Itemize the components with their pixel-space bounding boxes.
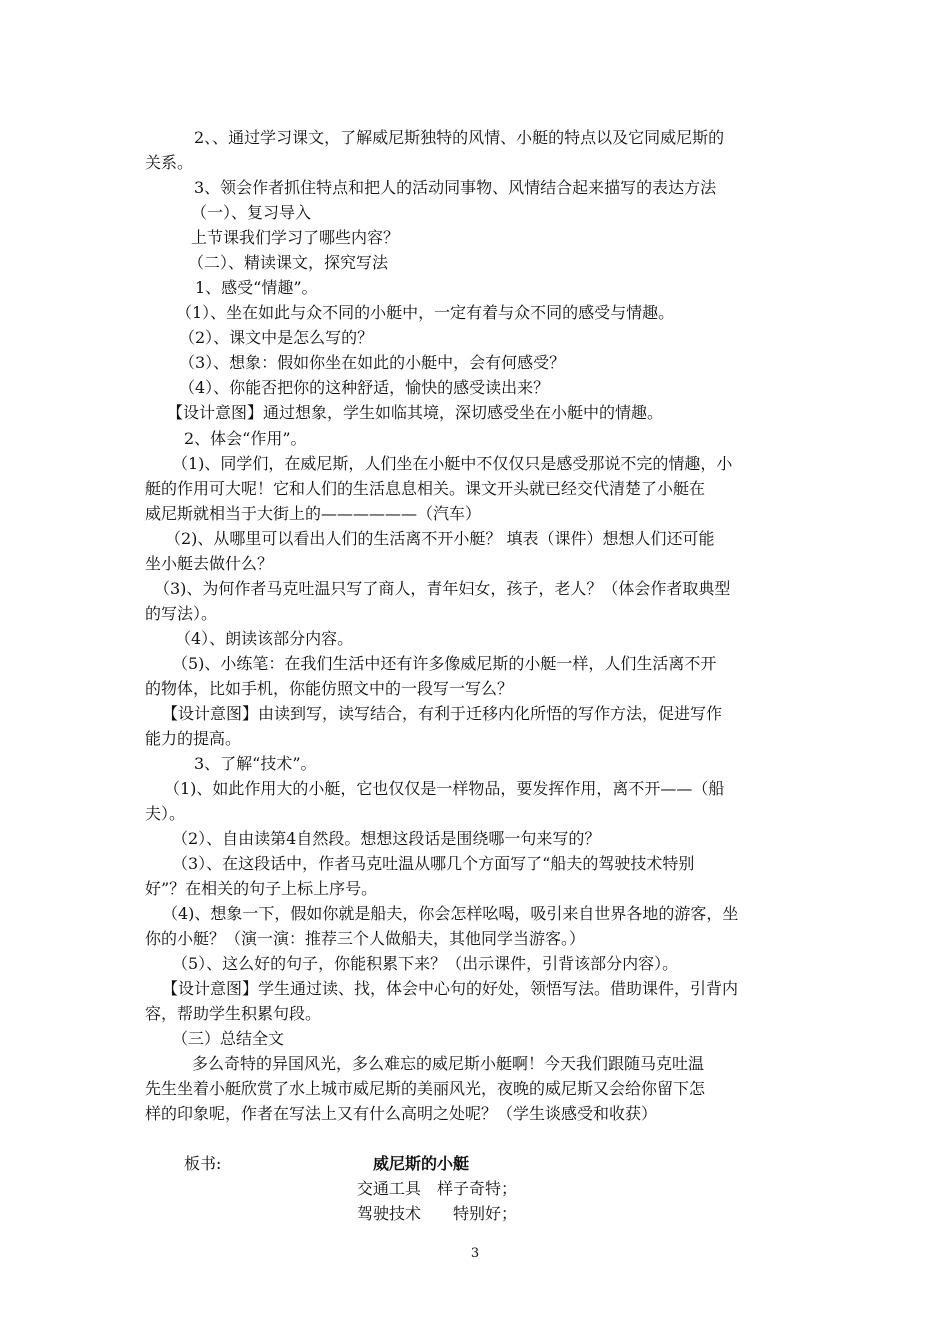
text-line: 能力的提高。 xyxy=(145,729,242,748)
text-line: 关系。 xyxy=(145,153,194,172)
board-label: 板书: xyxy=(184,1154,222,1173)
section-heading: （二）、精读课文，探究写法 xyxy=(188,253,389,272)
text-line: （3）、在这段话中，作者马克吐温从哪几个方面写了“船夫的驾驶技术特别 xyxy=(172,854,695,873)
text-line: 威尼斯就相当于大街上的——————（汽车） xyxy=(145,504,482,523)
text-line: 的物体，比如手机，你能仿照文中的一段写一写么？ xyxy=(145,679,514,698)
text-line: （5）、这么好的句子，你能积累下来？（出示课件，引背该部分内容）。 xyxy=(172,954,679,973)
text-line: 你的小艇？（演一演：推荐三个人做船夫，其他同学当游客。） xyxy=(145,929,586,948)
board-row: 交通工具 样子奇特； xyxy=(357,1179,518,1198)
text-line: （4)、想象一下，假如你就是船夫，你会怎样吆喝，吸引来自世界各地的游客，坐 xyxy=(162,904,739,923)
text-line: （5)、小练笔：在我们生活中还有许多像威尼斯的小艇一样，人们生活离不开 xyxy=(172,654,717,673)
text-line: 先生坐着小艇欣赏了水上城市威尼斯的美丽风光，夜晚的威尼斯又会给你留下怎 xyxy=(145,1079,706,1098)
text-line: （1）、坐在如此与众不同的小艇中，一定有着与众不同的感受与情趣。 xyxy=(176,303,675,322)
design-intent: 【设计意图】学生通过读、找，体会中心句的好处，领悟写法。借助课件，引背内 xyxy=(162,979,739,998)
text-line: （1)、同学们，在威尼斯，人们坐在小艇中不仅仅只是感受那说不完的情趣，小 xyxy=(172,454,733,473)
text-line: （4）、朗读该部分内容。 xyxy=(175,629,354,648)
text-line: （2)、从哪里可以看出人们的生活离不开小艇？ 填表（课件）想想人们还可能 xyxy=(165,529,715,548)
design-intent: 【设计意图】通过想象，学生如临其境，深切感受坐在小艇中的情趣。 xyxy=(167,403,664,422)
text-line: （2）、课文中是怎么写的？ xyxy=(179,328,374,347)
section-heading: （一）、复习导入 xyxy=(191,203,312,222)
text-line: （4）、你能否把你的这种舒适，愉快的感受读出来？ xyxy=(179,378,550,397)
text-line: 样的印象呢，作者在写法上又有什么高明之处呢？（学生谈感受和收获） xyxy=(145,1104,658,1123)
section-heading: （三）总结全文 xyxy=(172,1029,285,1048)
text-line: 的写法）。 xyxy=(145,604,218,623)
subheading: 2、体会“作用”。 xyxy=(184,429,307,448)
text-line: 坐小艇去做什么？ xyxy=(145,554,274,573)
text-line: （3）、想象：假如你坐在如此的小艇中，会有何感受？ xyxy=(179,353,566,372)
text-line: 艇的作用可大呢！它和人们的生活息息相关。课文开头就已经交代清楚了小艇在 xyxy=(145,479,706,498)
text-line: （3)、为何作者马克吐温只写了商人，青年妇女，孩子，老人？（体会作者取典型 xyxy=(154,579,731,598)
subheading: 3、了解“技术”。 xyxy=(194,754,317,773)
page-number: 3 xyxy=(470,1246,480,1261)
board-title: 威尼斯的小艇 xyxy=(373,1154,470,1173)
text-line: 上节课我们学习了哪些内容？ xyxy=(191,228,400,247)
board-row: 驾驶技术 特别好； xyxy=(357,1204,518,1223)
text-line: 2、、通过学习课文，了解威尼斯独特的风情、小艇的特点以及它同威尼斯的 xyxy=(194,128,725,147)
text-line: 夫）。 xyxy=(145,804,186,823)
text-line: 多么奇特的异国风光，多么难忘的威尼斯小艇啊！今天我们跟随马克吐温 xyxy=(192,1054,705,1073)
text-line: 好”？在相关的句子上标上序号。 xyxy=(145,879,378,898)
text-line: 容，帮助学生积累句段。 xyxy=(145,1004,322,1023)
text-line: 3、领会作者抓住特点和把人的活动同事物、风情结合起来描写的表达方法 xyxy=(194,178,717,197)
text-line: （1)、如此作用大的小艇，它也仅仅是一样物品，要发挥作用，离不开——（船 xyxy=(164,779,725,798)
subheading: 1、感受“情趣”。 xyxy=(195,278,318,297)
text-line: （2）、自由读第4自然段。想想这段话是围绕哪一句来写的？ xyxy=(172,829,601,848)
design-intent: 【设计意图】由读到写，读写结合，有利于迁移内化所悟的写作方法，促进写作 xyxy=(162,704,723,723)
